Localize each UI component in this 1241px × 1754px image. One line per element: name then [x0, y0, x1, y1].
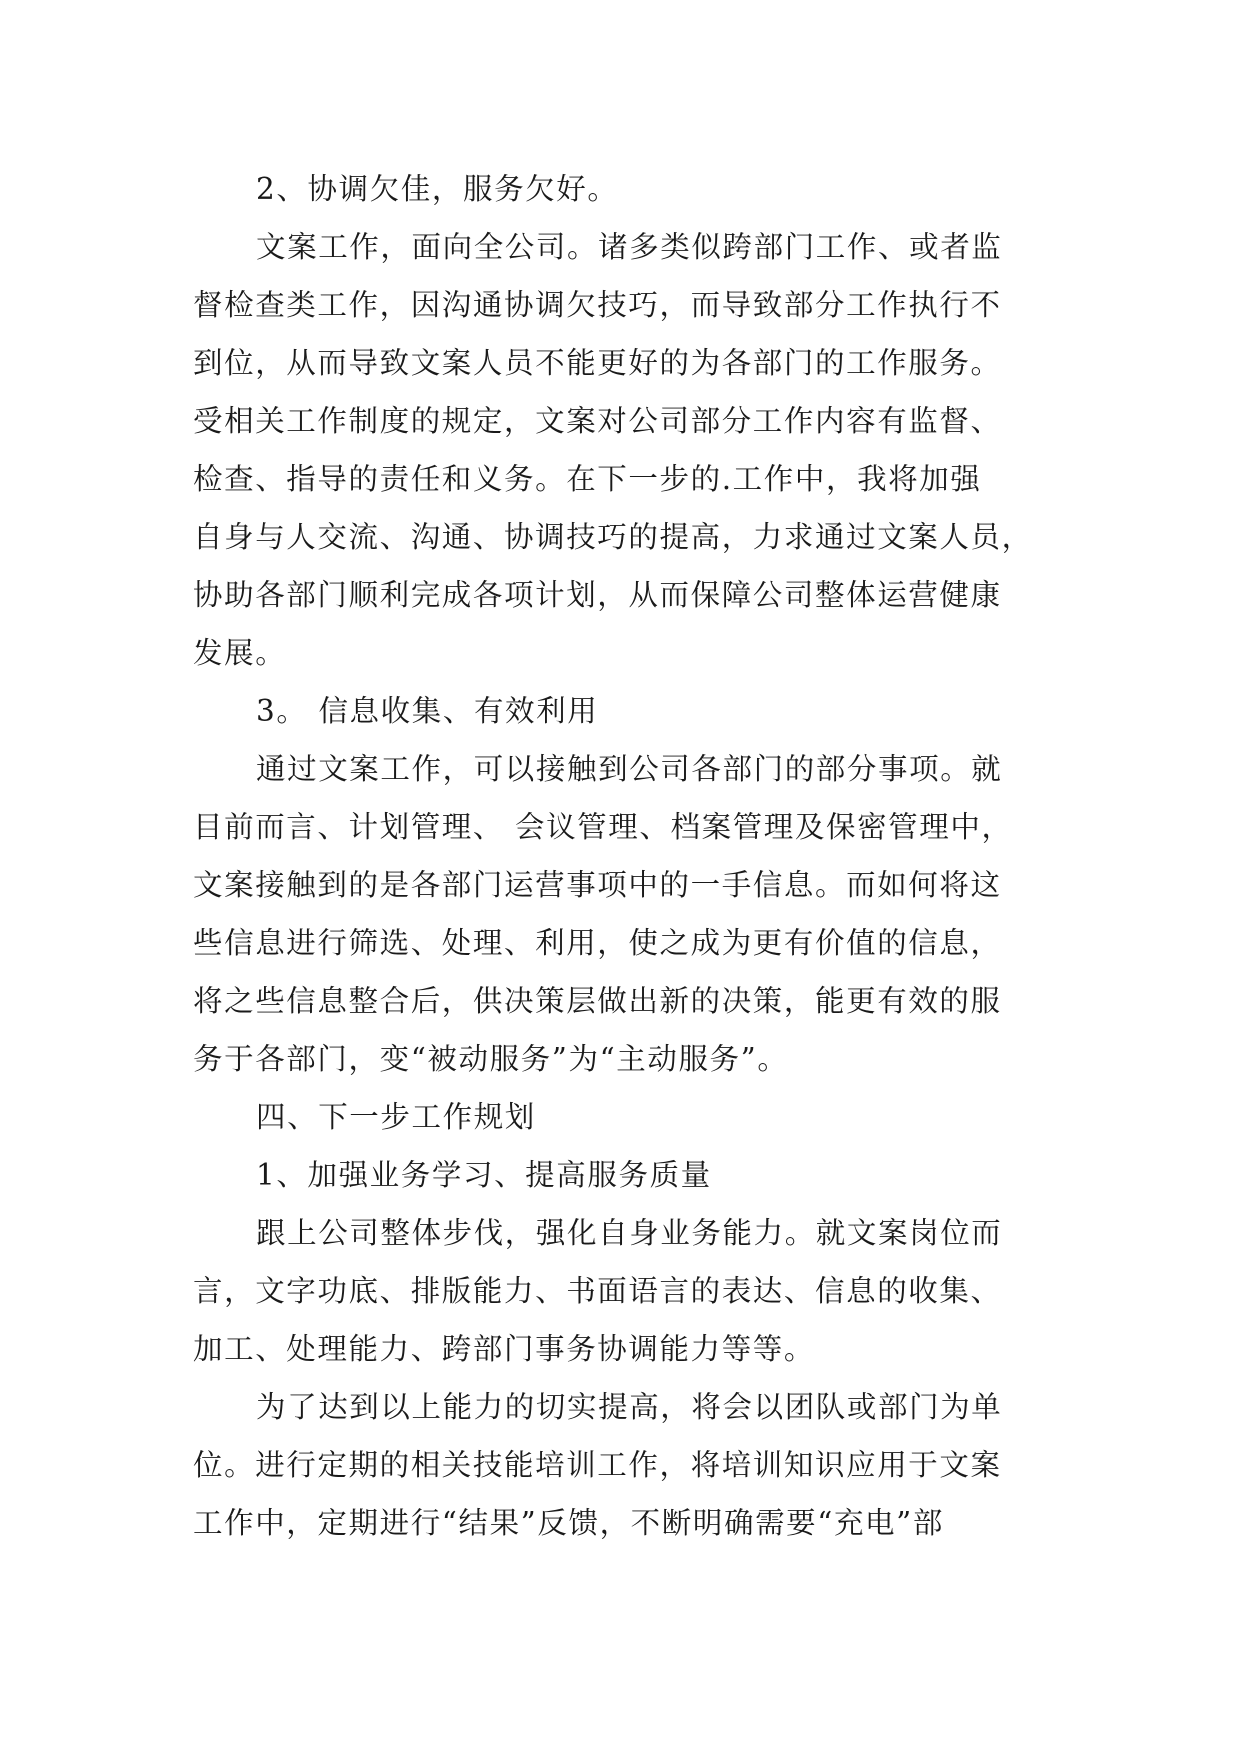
paragraph-heading: 2、协调欠佳，服务欠好。 [256, 172, 619, 206]
text-line: 工作中，定期进行“结果”反馈，不断明确需要“充电”部 [193, 1506, 944, 1540]
text-line: 协助各部门顺利完成各项计划，从而保障公司整体运营健康 [193, 578, 1002, 612]
section-heading: 四、下一步工作规划 [256, 1100, 536, 1134]
text-line: 文案接触到的是各部门运营事项中的一手信息。而如何将这 [193, 868, 1002, 902]
text-line: 受相关工作制度的规定，文案对公司部分工作内容有监督、 [193, 404, 1002, 438]
text-line: 将之些信息整合后，供决策层做出新的决策，能更有效的服 [193, 984, 1002, 1018]
text-line: 检查、指导的责任和义务。在下一步的.工作中，我将加强 [193, 462, 982, 496]
text-line: 到位，从而导致文案人员不能更好的为各部门的工作服务。 [193, 346, 1002, 380]
text-line: 言，文字功底、排版能力、书面语言的表达、信息的收集、 [193, 1274, 1002, 1308]
text-line: 发展。 [193, 636, 287, 670]
text-line: 自身与人交流、沟通、协调技巧的提高，力求通过文案人员， [193, 520, 1033, 554]
text-line: 加工、处理能力、跨部门事务协调能力等等。 [193, 1332, 816, 1366]
text-line: 文案工作，面向全公司。诸多类似跨部门工作、或者监 [256, 230, 1003, 264]
text-line: 位。进行定期的相关技能培训工作，将培训知识应用于文案 [193, 1448, 1002, 1482]
text-line: 跟上公司整体步伐，强化自身业务能力。就文案岗位而 [256, 1216, 1003, 1250]
text-line: 督检查类工作，因沟通协调欠技巧，而导致部分工作执行不 [193, 288, 1002, 322]
paragraph-heading: 1、加强业务学习、提高服务质量 [256, 1158, 712, 1192]
text-line: 些信息进行筛选、处理、利用，使之成为更有价值的信息， [193, 926, 1002, 960]
text-line: 目前而言、计划管理、 会议管理、档案管理及保密管理中， [193, 810, 1013, 844]
text-line: 通过文案工作，可以接触到公司各部门的部分事项。就 [256, 752, 1003, 786]
text-line: 为了达到以上能力的切实提高，将会以团队或部门为单 [256, 1390, 1003, 1424]
paragraph-heading: 3。 信息收集、有效利用 [256, 694, 599, 728]
text-line: 务于各部门，变“被动服务”为“主动服务”。 [193, 1042, 789, 1076]
